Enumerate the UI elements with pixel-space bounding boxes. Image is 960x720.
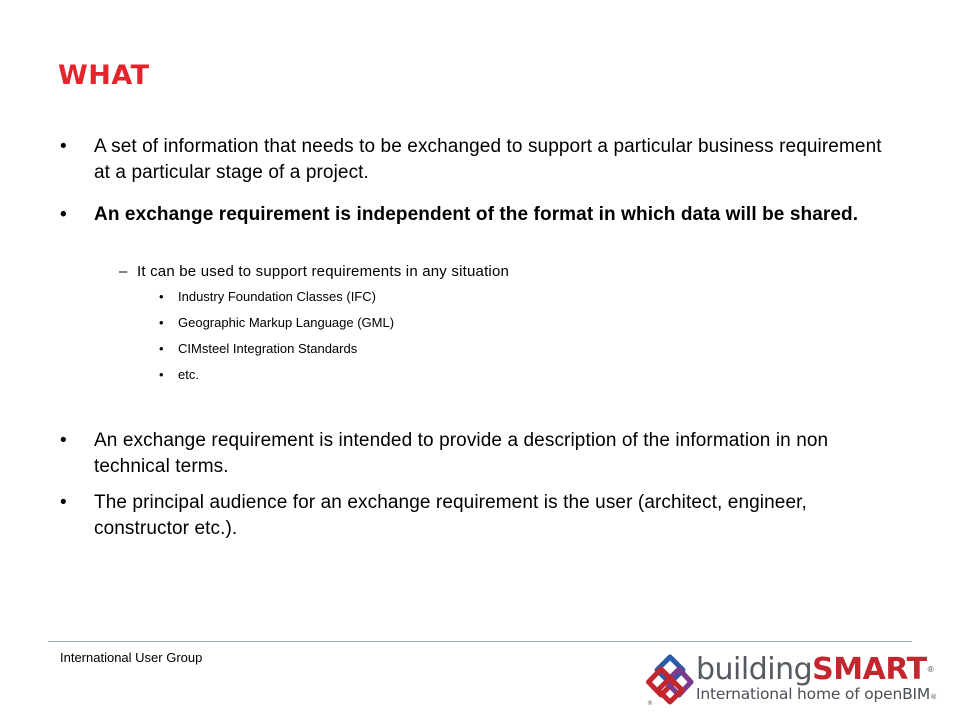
dash-marker: – [119, 263, 128, 280]
sub-bullet-text: It can be used to support requirements in any situation [137, 263, 510, 280]
buildingsmart-logo-mark-icon [646, 654, 694, 706]
bullet-marker: • [159, 289, 164, 304]
sub-sub-bullet-text: etc. [178, 367, 199, 382]
buildingsmart-logo [646, 652, 937, 710]
sub-sub-bullet-text: Industry Foundation Classes (IFC) [178, 289, 376, 304]
sub-sub-bullet-text: Geographic Markup Language (GML) [178, 315, 395, 330]
bullet-marker: • [60, 204, 67, 225]
bullet-marker: • [60, 430, 67, 451]
bullet-text: An exchange requirement is intended to provide a description of the information in non technical terms. [94, 430, 829, 477]
sub-sub-bullet-text: CIMsteel Integration Standards [178, 341, 358, 356]
logo-tagline: International home of openBIM® [696, 685, 937, 703]
bullet-marker: • [60, 492, 67, 513]
bullet-text: An exchange requirement is independent of the format in which data will be shared. [94, 204, 859, 225]
svg-text:®: ® [647, 700, 653, 706]
logo-wordmark: buildingSMART® [696, 652, 935, 687]
slide-title: WHAT [58, 60, 150, 91]
footer-divider [48, 641, 912, 642]
bullet-marker: • [159, 315, 164, 330]
footer-group-label: International User Group [60, 650, 203, 665]
bullet-text: A set of information that needs to be exchanged to support a particular business requirement at a particular stage of a project. [94, 136, 882, 183]
bullet-marker: • [60, 136, 67, 157]
bullet-text: The principal audience for an exchange requirement is the user (architect, engineer, constructor etc.). [94, 492, 807, 539]
bullet-marker: • [159, 367, 164, 382]
bullet-marker: • [159, 341, 164, 356]
